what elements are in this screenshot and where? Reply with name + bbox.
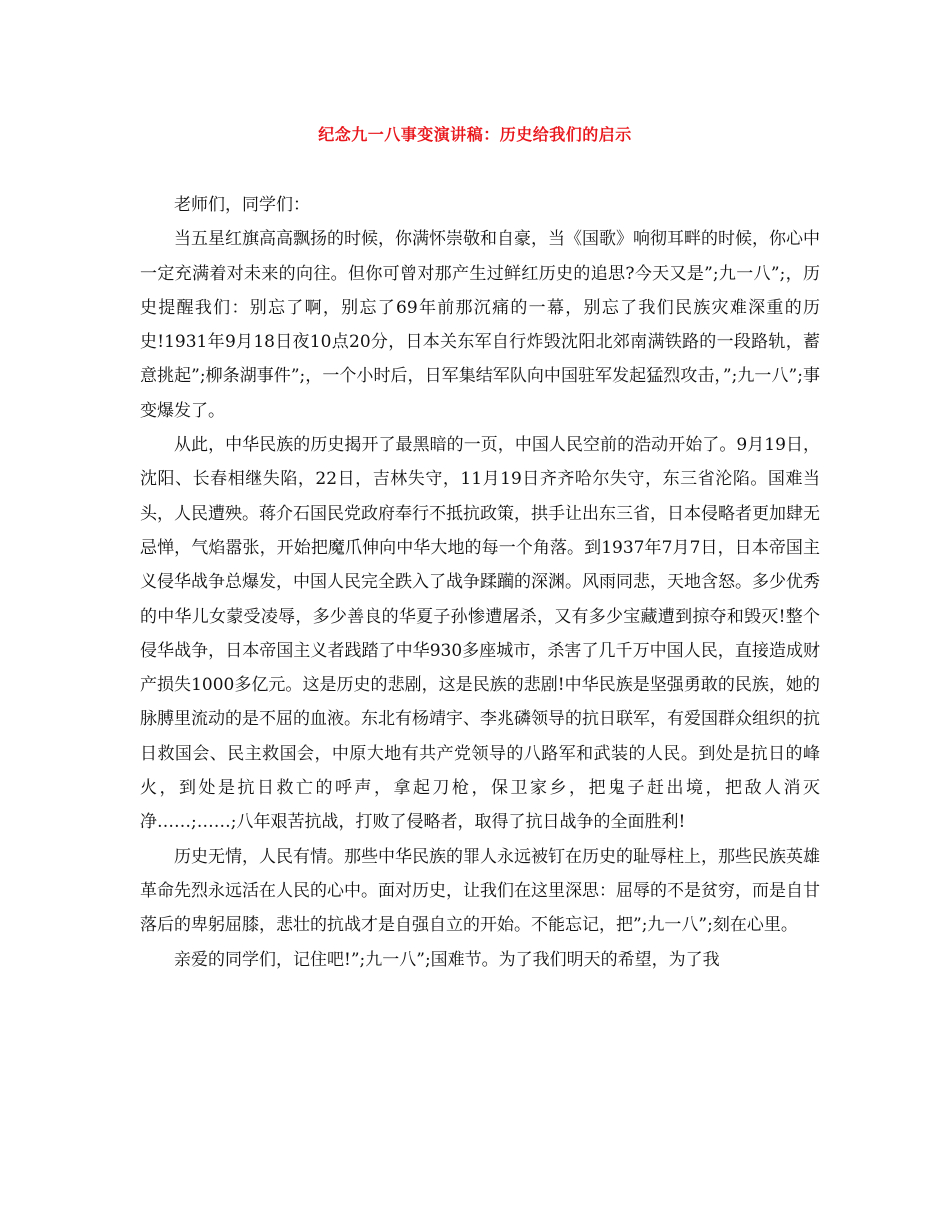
paragraph-1: 当五星红旗高高飘扬的时候，你满怀崇敬和自豪，当《国歌》响彻耳畔的时候，你心中一定充满着对未来的向往。但你可曾对那产生过鲜红历史的追思?今天又是”;九一八”;，历史提醒我们：别忘了啊，别忘了69年前那沉痛的一幕，别忘了我们民族灾难深重的历史!1931年9月18日夜10点20分，日本关东军自行炸毁沈阳北郊南满铁路的一段路轨，蓄意挑起”;柳条湖事件”;，一个小时后，日军集结军队向中国驻军发起猛烈攻击，”;九一八”;事变爆发了。 xyxy=(140,229,820,421)
page-title: 纪念九一八事变演讲稿：历史给我们的启示 xyxy=(318,125,632,144)
paragraph-2: 从此，中华民族的历史揭开了最黑暗的一页，中国人民空前的浩动开始了。9月19日，沈阳、长春相继失陷，22日，吉林失守，11月19日齐齐哈尔失守，东三省沦陷。国难当头，人民遭殃。蒋介石国民党政府奉行不抵抗政策，拱手让出东三省，日本侵略者更加肆无忌惮，气焰嚣张，开始把魔爪伸向中华大地的每一个角落。到1937年7月7日，日本帝国主义侵华战争总爆发，中国人民完全跌入了战争蹂躏的深渊。风雨同悲，天地含怒。多少优秀的中华儿女蒙受凌辱，多少善良的华夏子孙惨遭屠杀，又有多少宝藏遭到掠夺和毁灭!整个侵华战争，日本帝国主义者践踏了中华930多座城市，杀害了几千万中国人民，直接造成财产损失1000多亿元。这是历史的悲剧，这是民族的悲剧!中华民族是坚强勇敢的民族，她的脉膊里流动的是不屈的血液。东北有杨靖宇、李兆磷领导的抗日联军，有爱国群众组织的抗日救国会、民主救国会，中原大地有共产党领导的八路军和武装的人民。到处是抗日的峰火，到处是抗日救亡的呼声，拿起刀枪，保卫家乡，把鬼子赶出境，把敌人消灭净……;……;八年艰苦抗战，打败了侵略者，取得了抗日战争的全面胜利! xyxy=(140,435,820,833)
paragraph-3: 历史无情，人民有情。那些中华民族的罪人永远被钉在历史的耻辱柱上，那些民族英雄革命先烈永远活在人民的心中。面对历史，让我们在这里深思：屈辱的不是贫穷，而是自甘落后的卑躬屈膝，悲壮的抗战才是自强自立的开始。不能忘记，把”;九一八”;刻在心里。 xyxy=(140,846,820,936)
paragraph-4: 亲爱的同学们，记住吧!”;九一八”;国难节。为了我们明天的希望，为了我 xyxy=(174,949,720,970)
salutation-paragraph: 老师们，同学们： xyxy=(174,195,310,215)
document-body xyxy=(140,188,820,977)
